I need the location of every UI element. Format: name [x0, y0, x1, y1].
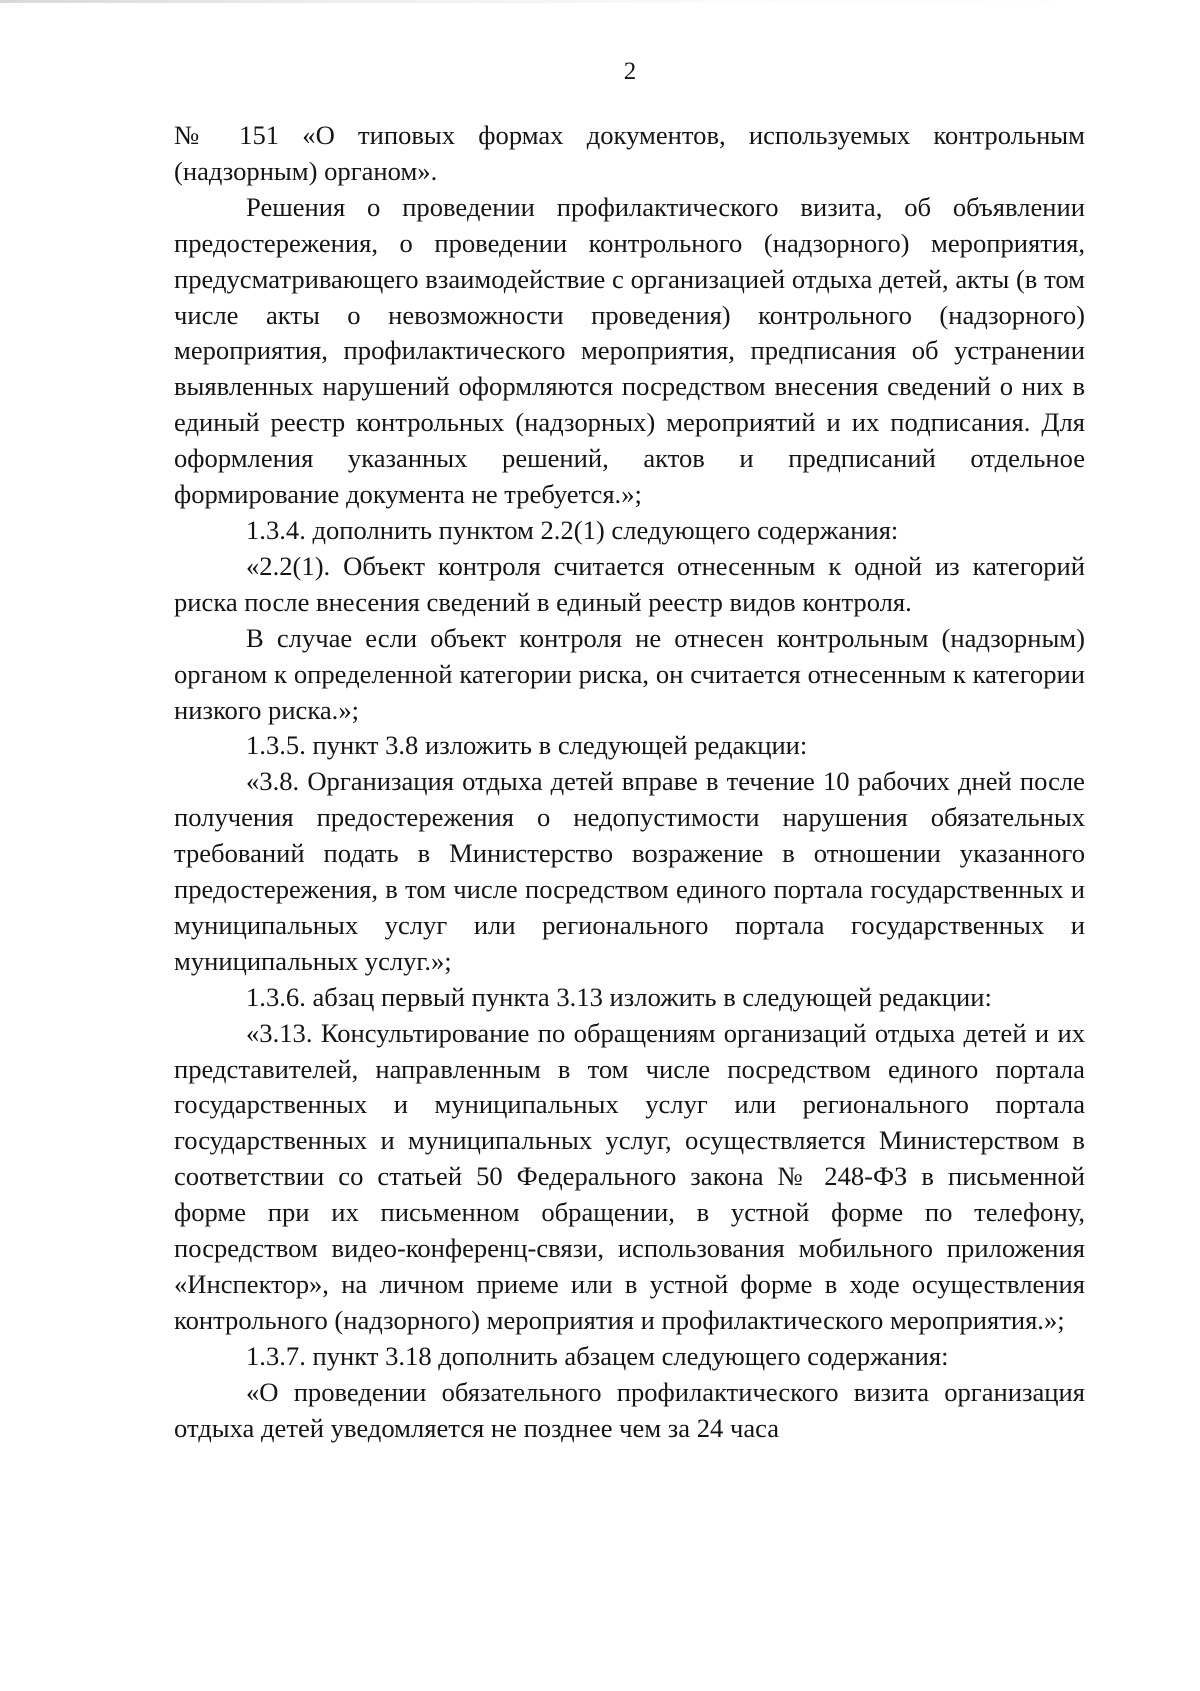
paragraph-item-1-3-7: 1.3.7. пункт 3.18 дополнить абзацем следующего содержания:	[246, 1340, 949, 1371]
paragraph-item-1-3-5: 1.3.5. пункт 3.8 изложить в следующей редакции:	[246, 730, 808, 761]
page-number: 2	[623, 58, 637, 85]
paragraph-continuation: № 151 «О типовых формах документов, используемых контрольным (надзорным) органом».	[174, 120, 1085, 186]
paragraph-decisions: Решения о проведении профилактического визита, об объявлении предостережения, о проведении контрольного (надзорного) мероприятия, предусматривающего взаимодействие с организацией отдыха детей, акты (в том числе акты о невозможности проведения) контрольного (надзорного) мероприятия, профилактического мероприятия, предписания об устранении выявленных нарушений оформляются посредством внесения сведений о них в единый реестр контрольных (надзорных) мероприятий и их подписания. Для оформления указанных решений, актов и предписаний отдельное формирование документа не требуется.»;	[174, 191, 1085, 510]
paragraph-visit-notice: «О проведении обязательного профилактического визита организация отдыха детей уведомляется не позднее чем за 24 часа	[174, 1376, 1085, 1443]
paragraph-item-3-8: «3.8. Организация отдыха детей вправе в течение 10 рабочих дней после получения предостережения о недопустимости нарушения обязательных требований подать в Министерство возражение в отношении указанного предостережения, в том числе посредством единого портала государственных и муниципальных услуг или регионального портала государственных и муниципальных услуг.»;	[174, 766, 1085, 976]
paragraph-risk-category: В случае если объект контроля не отнесен контрольным (надзорным) органом к определенной категории риска, он считается отнесенным к категории низкого риска.»;	[174, 622, 1085, 725]
document-body	[174, 118, 1085, 1447]
paragraph-item-1-3-6: 1.3.6. абзац первый пункта 3.13 изложить в следующей редакции:	[246, 981, 992, 1012]
scan-edge	[0, 0, 1200, 3]
paragraph-item-2-2-1: «2.2(1). Объект контроля считается отнесенным к одной из категорий риска после внесения сведений в единый реестр видов контроля.	[174, 550, 1085, 617]
paragraph-item-1-3-4: 1.3.4. дополнить пунктом 2.2(1) следующего содержания:	[246, 514, 899, 545]
paragraph-item-3-13: «3.13. Консультирование по обращениям организаций отдыха детей и их представителей, направленным в том числе посредством единого портала государственных и муниципальных услуг или регионального портала государственных и муниципальных услуг, осуществляется Министерством в соответствии со статьей 50 Федерального закона № 248-ФЗ в письменной форме при их письменном обращении, в устной форме по телефону, посредством видео-конференц-связи, использования мобильного приложения «Инспектор», на личном приеме или в устной форме в ходе осуществления контрольного (надзорного) мероприятия и профилактического мероприятия.»;	[174, 1017, 1085, 1335]
